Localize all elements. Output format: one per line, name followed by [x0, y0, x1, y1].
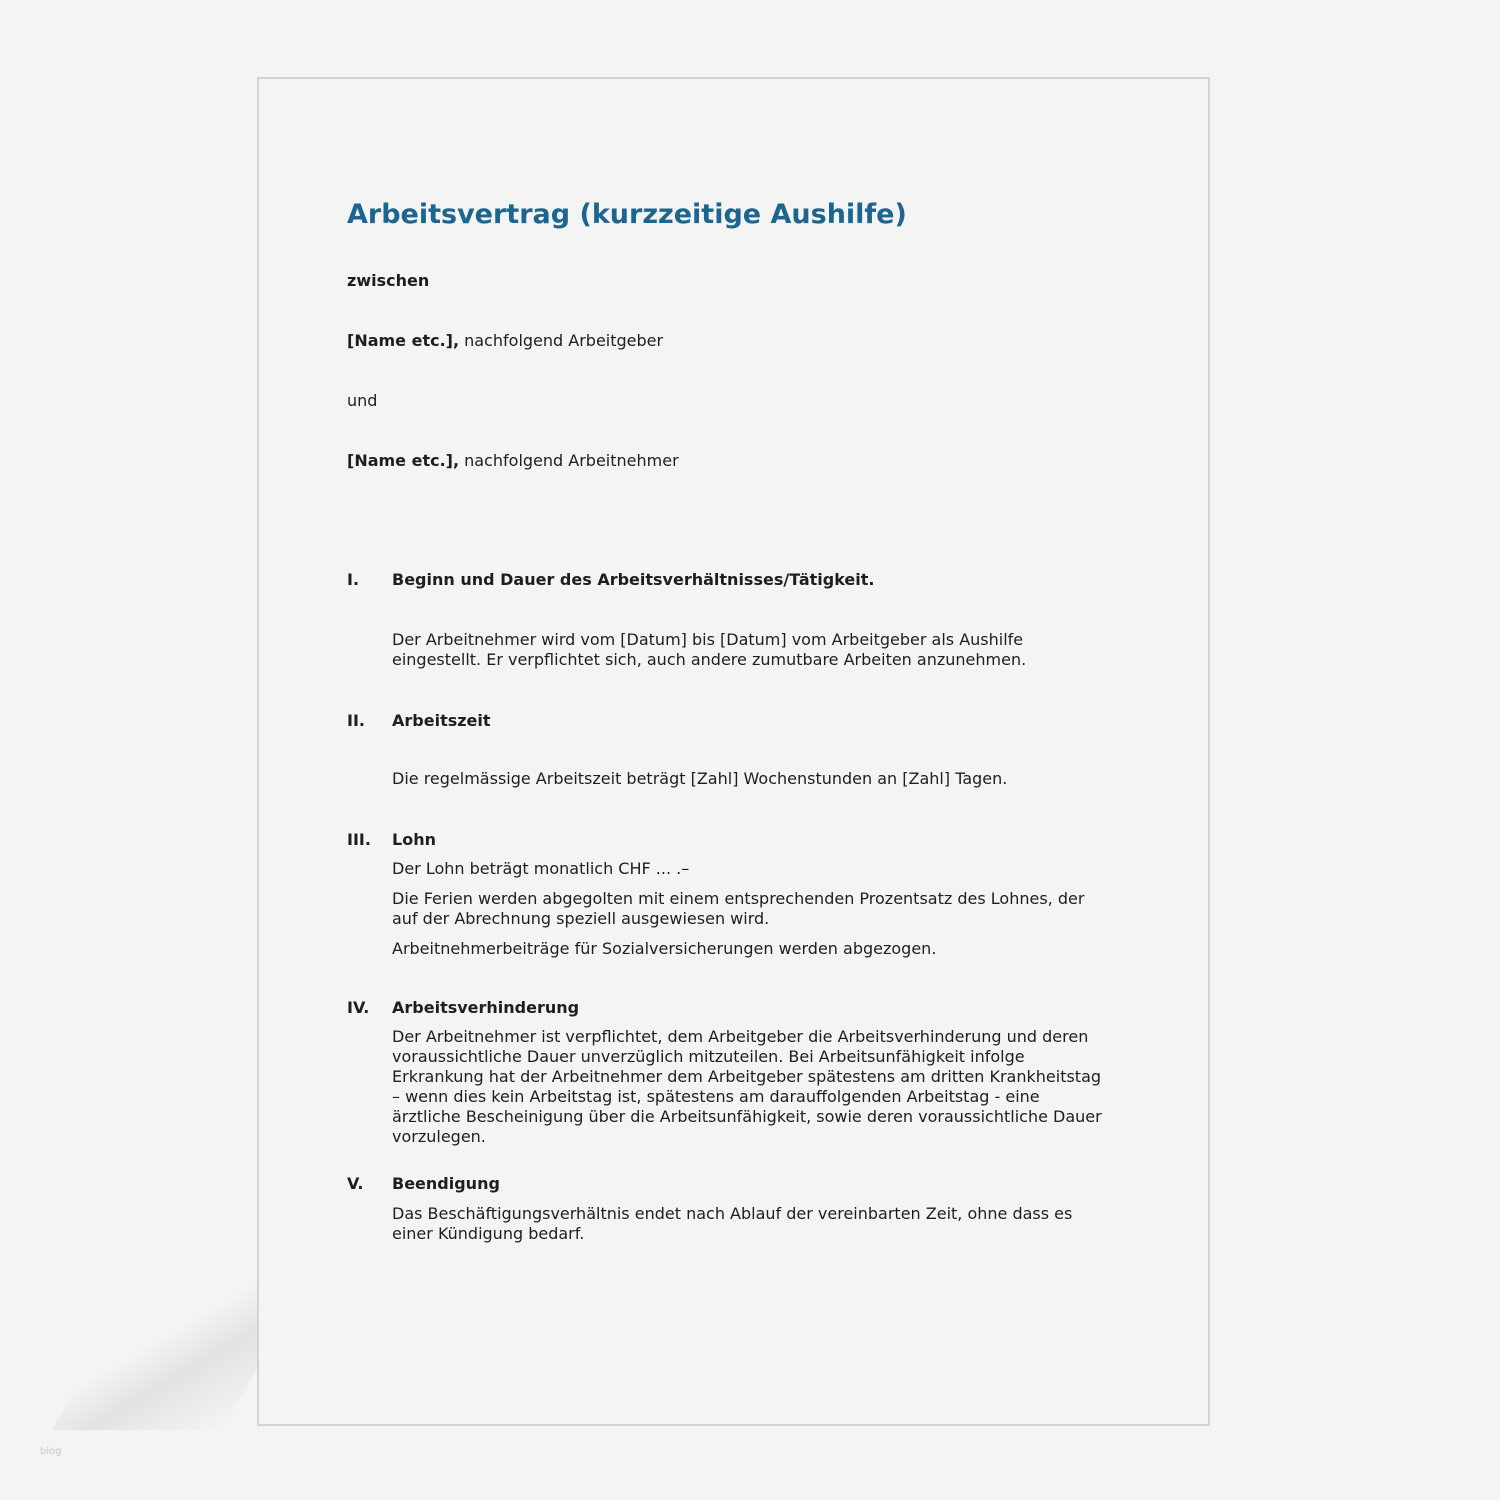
section-number: V. — [347, 1174, 364, 1193]
body-line: auf der Abrechnung speziell ausgewiesen wird. — [392, 909, 770, 928]
section-number: III. — [347, 830, 371, 849]
section-body — [392, 630, 1132, 670]
section-body — [392, 859, 1132, 959]
body-line: Der Lohn beträgt monatlich CHF ... .– — [392, 859, 690, 878]
party-employer-name: [Name etc.], — [347, 331, 460, 350]
body-line: Erkrankung hat der Arbeitnehmer dem Arbeitgeber spätestens am dritten Krankheitstag — [392, 1067, 1102, 1086]
section-heading: Beendigung — [392, 1174, 500, 1193]
party-employer-role: nachfolgend Arbeitgeber — [459, 331, 664, 350]
body-line: – wenn dies kein Arbeitstag ist, spätestens am darauffolgenden Arbeitstag - eine — [392, 1087, 1040, 1106]
party-employee-name: [Name etc.], — [347, 451, 460, 470]
section-heading: Beginn und Dauer des Arbeitsverhältnisses/Tätigkeit. — [392, 570, 875, 589]
body-line: ärztliche Bescheinigung über die Arbeitsunfähigkeit, sowie deren voraussichtliche Dauer — [392, 1107, 1102, 1126]
party-employee-role: nachfolgend Arbeitnehmer — [459, 451, 679, 470]
section-number: I. — [347, 570, 360, 589]
body-line: voraussichtliche Dauer unverzüglich mitzuteilen. Bei Arbeitsunfähigkeit infolge — [392, 1047, 1025, 1066]
body-line: einer Kündigung bedarf. — [392, 1224, 585, 1243]
body-line: Die regelmässige Arbeitszeit beträgt [Zahl] Wochenstunden an [Zahl] Tagen. — [392, 769, 1008, 788]
section-body — [392, 1027, 1132, 1147]
party-employee — [347, 451, 679, 470]
section-number: II. — [347, 711, 365, 730]
and-label: und — [347, 391, 378, 410]
between-label: zwischen — [347, 271, 430, 290]
body-line: Das Beschäftigungsverhältnis endet nach Ablauf der vereinbarten Zeit, ohne dass es — [392, 1204, 1073, 1223]
body-line: Der Arbeitnehmer ist verpflichtet, dem Arbeitgeber die Arbeitsverhinderung und deren — [392, 1027, 1089, 1046]
section-body — [392, 769, 1132, 789]
body-line: Arbeitnehmerbeiträge für Sozialversicherungen werden abgezogen. — [392, 939, 937, 958]
section-number: IV. — [347, 998, 370, 1017]
document-page — [257, 77, 1210, 1426]
section-heading: Arbeitszeit — [392, 711, 491, 730]
body-line: Der Arbeitnehmer wird vom [Datum] bis [Datum] vom Arbeitgeber als Aushilfe — [392, 630, 1024, 649]
body-line: eingestellt. Er verpflichtet sich, auch andere zumutbare Arbeiten anzunehmen. — [392, 650, 1027, 669]
watermark: blog — [40, 1446, 62, 1457]
section-body — [392, 1204, 1132, 1244]
document-title: Arbeitsvertrag (kurzzeitige Aushilfe) — [347, 199, 907, 230]
body-line: vorzulegen. — [392, 1127, 486, 1146]
body-line: Die Ferien werden abgegolten mit einem entsprechenden Prozentsatz des Lohnes, der — [392, 889, 1085, 908]
section-heading: Lohn — [392, 830, 436, 849]
section-heading: Arbeitsverhinderung — [392, 998, 580, 1017]
party-employer — [347, 331, 663, 350]
